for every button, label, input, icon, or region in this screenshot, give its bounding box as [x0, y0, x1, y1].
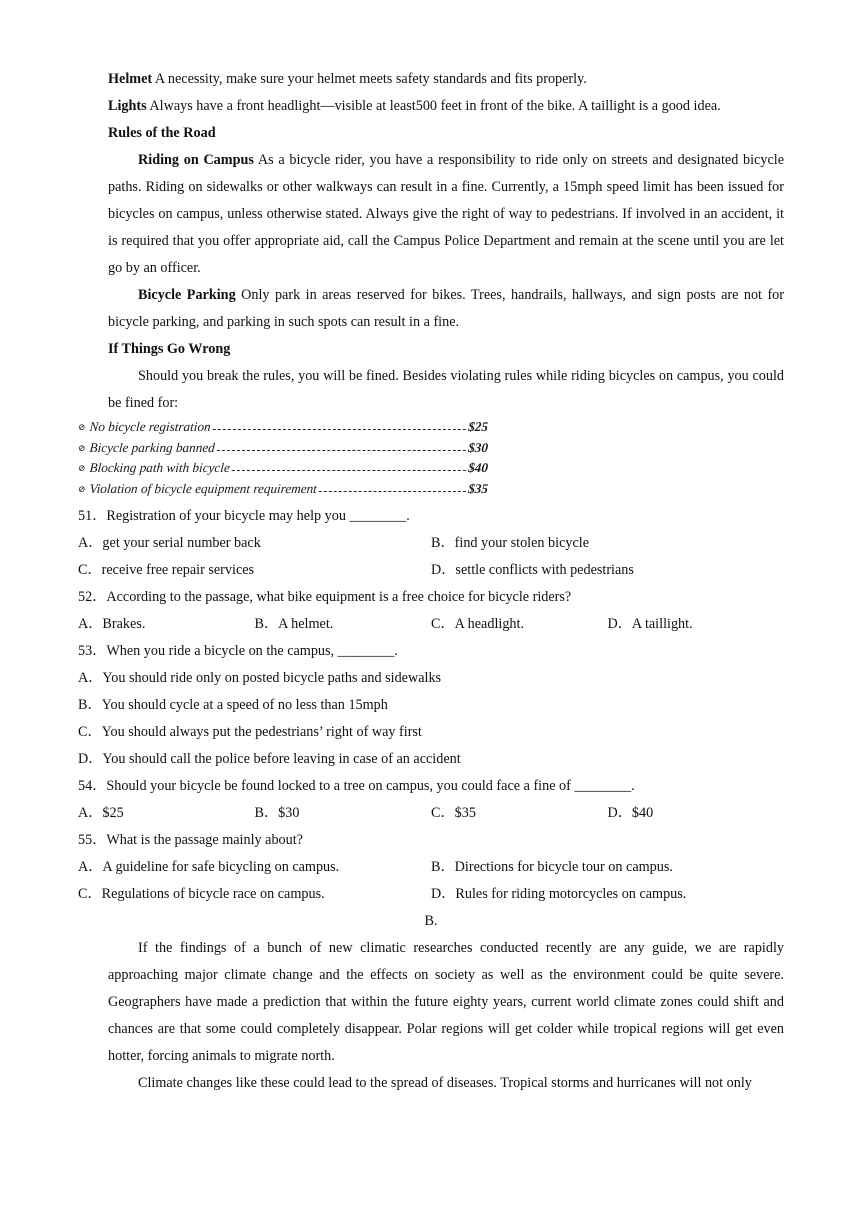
- option-51-a: A．get your serial number back: [78, 535, 261, 551]
- options-51-row2: [78, 557, 784, 584]
- lights-text: Always have a front headlight—visible at least500 feet in front of the bike. A taillight is a good idea.: [146, 98, 721, 114]
- option-51-b: B．find your stolen bicycle: [431, 535, 590, 551]
- option-54-c: C．$35: [431, 805, 476, 821]
- option-55-c: C．Regulations of bicycle race on campus.: [78, 886, 325, 902]
- options-52: [78, 611, 784, 638]
- options-51-row1: [78, 530, 784, 557]
- helmet-text: A necessity, make sure your helmet meets safety standards and fits properly.: [152, 71, 587, 87]
- option-52-b: B．A helmet.: [254, 616, 334, 632]
- riding-on-campus-term: Riding on Campus: [138, 152, 254, 168]
- option-53-c: C．You should always put the pedestrians’ right of way first: [78, 724, 422, 740]
- question-52: 52．According to the passage, what bike equipment is a free choice for bicycle riders?: [78, 589, 572, 605]
- riding-on-campus-text: As a bicycle rider, you have a responsibility to ride only on streets and designated bicycle paths. Riding on sidewalks or other walkways can result in a fine. Currently, a 15mph speed limit has been issued for bicycles on campus, unless otherwise stated. Always give the right of way to pedestrians. If involved in an accident, it is required that you offer appropriate aid, call the Campus Police Department and remain at the scene until you are let go by an officer.: [108, 152, 784, 276]
- fine-amount: $35: [467, 480, 489, 496]
- wrong-heading: If Things Go Wrong: [108, 341, 231, 357]
- question-51: 51．Registration of your bicycle may help you ________.: [78, 508, 410, 524]
- question-55: 55．What is the passage mainly about?: [78, 832, 303, 848]
- fine-row: [77, 438, 488, 459]
- option-54-d: D．$40: [607, 805, 654, 821]
- document-content: [78, 66, 784, 1097]
- bullet-icon: ⊘: [77, 462, 86, 473]
- bicycle-parking-paragraph: [78, 282, 784, 336]
- question-54: 54．Should your bicycle be found locked to a tree on campus, you could face a fine of ________.: [78, 778, 635, 794]
- option-53-d: D．You should call the police before leaving in case of an accident: [78, 751, 461, 767]
- option-52-d: D．A taillight.: [607, 616, 693, 632]
- options-55-row2: [78, 881, 784, 908]
- fines-list: [78, 417, 488, 501]
- helmet-term: Helmet: [108, 71, 153, 87]
- dash-leader: [212, 429, 466, 430]
- fine-label: Blocking path with bicycle: [89, 460, 231, 476]
- option-51-c: C．receive free repair services: [78, 562, 255, 578]
- dash-leader: [319, 490, 466, 491]
- passage-b-paragraph-1: If the findings of a bunch of new climatic researches conducted recently are any guide, we are rapidly approaching major climate change and the effects on society as well as the environment could be quite severe. Geographers have made a prediction that within the future eighty years, current world climate zones could shift and chances are that some could completely disappear. Polar regions will get colder while tropical regions will get even hotter, forcing animals to migrate north.: [108, 940, 784, 1064]
- option-54-a: A．$25: [78, 805, 124, 821]
- fine-label: Bicycle parking banned: [89, 439, 216, 455]
- wrong-paragraph: Should you break the rules, you will be fined. Besides violating rules while riding bicycles on campus, you could be fined for:: [108, 368, 784, 411]
- options-55-row1: [78, 854, 784, 881]
- fine-row: [77, 479, 488, 500]
- bicycle-parking-term: Bicycle Parking: [138, 287, 236, 303]
- options-54: [78, 800, 784, 827]
- lights-line: [78, 93, 784, 120]
- option-55-d: D．Rules for riding motorcycles on campus.: [431, 886, 687, 902]
- passage-b-paragraph-2: Climate changes like these could lead to the spread of diseases. Tropical storms and hurricanes will not only: [138, 1075, 752, 1091]
- option-53-b: B．You should cycle at a speed of no less than 15mph: [78, 697, 388, 713]
- option-53-a: A．You should ride only on posted bicycle paths and sidewalks: [78, 670, 442, 686]
- option-51-d: D．settle conflicts with pedestrians: [431, 562, 634, 578]
- fine-row: [77, 458, 488, 479]
- bullet-icon: ⊘: [77, 421, 86, 432]
- dash-leader: [217, 449, 466, 450]
- fine-amount: $30: [467, 439, 489, 455]
- option-54-b: B．$30: [254, 805, 300, 821]
- riding-on-campus-paragraph: [78, 147, 784, 282]
- fine-label: No bicycle registration: [89, 419, 212, 435]
- option-52-c: C．A headlight.: [431, 616, 525, 632]
- fine-amount: $25: [467, 419, 489, 435]
- helmet-line: [78, 66, 784, 93]
- fine-amount: $40: [467, 460, 489, 476]
- option-55-a: A．A guideline for safe bicycling on campus.: [78, 859, 340, 875]
- fine-label: Violation of bicycle equipment requirement: [89, 480, 318, 496]
- bicycle-parking-text: Only park in areas reserved for bikes. Trees, handrails, hallways, and sign posts are not for bicycle parking, and parking in such spots can result in a fine.: [108, 287, 784, 330]
- option-52-a: A．Brakes.: [78, 616, 146, 632]
- question-53: 53．When you ride a bicycle on the campus, ________.: [78, 643, 398, 659]
- fine-row: [77, 417, 488, 438]
- lights-term: Lights: [108, 98, 147, 114]
- option-55-b: B．Directions for bicycle tour on campus.: [431, 859, 673, 875]
- rules-heading: Rules of the Road: [108, 125, 216, 141]
- bullet-icon: ⊘: [77, 483, 86, 494]
- dash-leader: [232, 470, 466, 471]
- section-b-heading: B.: [424, 913, 438, 929]
- bullet-icon: ⊘: [77, 442, 86, 453]
